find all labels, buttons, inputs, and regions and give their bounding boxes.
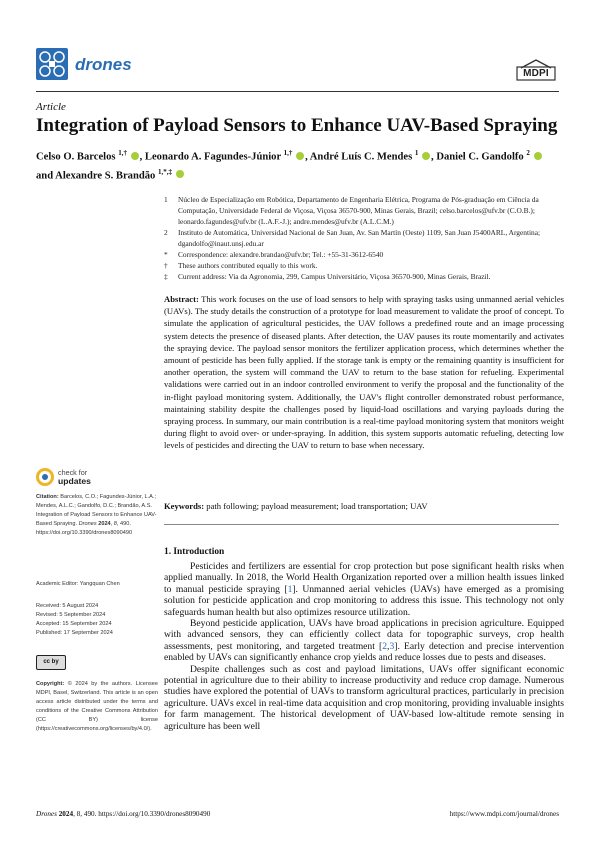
section-heading: 1. Introduction (164, 547, 225, 557)
abstract (164, 293, 564, 452)
orcid-icon[interactable] (534, 152, 542, 160)
date-received: Received: 5 August 2024 (36, 603, 99, 609)
citation-journal: Drones (78, 521, 97, 527)
author-marks: 1,*,‡ (158, 167, 172, 176)
footer-journal: Drones (36, 810, 57, 818)
paragraph (164, 561, 564, 618)
footer-doi[interactable]: 8, 490. https://doi.org/10.3390/drones8090490 (76, 810, 211, 818)
affiliation-mark: 1 (164, 195, 168, 204)
citation-pages: 490. (120, 521, 131, 527)
author-name: Alexandre S. Brandão (55, 170, 156, 182)
author-marks: 1,† (283, 149, 293, 157)
author-name: Leonardo A. Fagundes-Júnior (144, 151, 281, 163)
author-conjunction: and (36, 170, 54, 182)
orcid-icon[interactable] (296, 152, 304, 160)
citation-doi-link[interactable]: https://doi.org/10.3390/drones8090490 (36, 530, 133, 536)
author-name: André Luís C. Mendes (309, 151, 413, 163)
affiliation-item (164, 249, 564, 260)
date-revised: Revised: 5 September 2024 (36, 612, 106, 618)
abstract-label: Abstract: (164, 294, 199, 304)
author-name: Daniel C. Gandolfo (436, 151, 524, 163)
citation-year: 2024 (98, 521, 111, 527)
citation-volume: 8 (113, 521, 117, 527)
author-marks: 1,† (118, 149, 127, 157)
paragraph-text: ]. Early detection and precise intervention enabled by UAVs can significantly enhance crop yields and reduce losses due to pests and diseases. (164, 640, 564, 664)
date-list (36, 602, 158, 638)
drone-logo-icon (36, 48, 68, 80)
journal-logo (36, 48, 68, 80)
author-name: Celso O. Barcelos (36, 151, 116, 163)
paragraph-text: Pesticides and fertilizers are essential for crop protection but pose significant health risks when applied manually. In 2018, the World Health Organization reported over a million health issues linked to manual pesticide spraying [ (164, 561, 564, 595)
affiliation-mark: ‡ (164, 272, 168, 281)
cc-license-badge[interactable]: cc by (36, 655, 66, 670)
date-published: Published: 17 September 2024 (36, 630, 113, 636)
affiliation-mark: † (164, 261, 168, 270)
affiliation-item (164, 227, 564, 249)
affiliation-mark: * (164, 250, 168, 259)
reference-link[interactable]: 2 (382, 640, 388, 652)
paragraph-text: ]. Unmanned aerial vehicles (UAVs) have emerged as a promising solution for pesticide application and crop monitoring to address this issue. This technology not only safeguards human health but also optimizes resource utilization. (164, 583, 564, 618)
keywords-text: path following; payload measurement; load transportation; UAV (206, 501, 428, 511)
orcid-icon[interactable] (176, 170, 184, 178)
footer-year: 2024 (58, 810, 74, 818)
affiliation-text: Instituto de Automática, Universidad Nacional de San Juan, Av. San Martín (Oeste) 1109, San Juan J5400ARL, Argentina; dgandolfo@inaut.unsj.edu.ar (178, 228, 541, 248)
footer-citation: Drones 2024, 8, 490. https://doi.org/10.3390/drones8090490 (36, 810, 211, 818)
affiliation-text: Núcleo de Especialização em Robótica, Departamento de Engenharia Elétrica, Programa de Pós-graduação em Ciência da Computação, Universidade Federal de Viçosa, Viçosa 36570-900, Minas Gerais, Brazil; celso.barcelos@ufv.br (C.O.B.); leonardo.fagundes@ufv.br (L.A.F.-J.); andre.mendes@ufv.br (A.L.C.M.) (178, 195, 539, 226)
citation-block: Citation: Barcelos, C.O.; Fagundes-Júnior, L.A.; Mendes, A.L.C.; Gandolfo, D.C.; Brandão, A.S. Integration of Payload Sensors to Enhance UAV-Based Spraying. Drones 2024, 8, 490. https://doi.org/10.3390/drones8090490 (36, 494, 157, 536)
affiliations (164, 194, 564, 282)
author-list: Celso O. Barcelos $^{1,\dagger}$ , Leonardo A. Fagundes-Júnior $^{1,\dagger}$ , André Luís C. Mendes $^1$ , Daniel C. Gandolfo $^2$ and Alexandre S. Brandão $^{1,*,\ddagger}$ (36, 146, 566, 183)
header-rule (36, 91, 559, 92)
affiliation-item (164, 271, 564, 282)
affiliation-text: Correspondence: alexandre.brandao@ufv.br; Tel.: +55-31-3612-6540 (178, 250, 384, 259)
orcid-icon[interactable] (131, 152, 139, 160)
reference-link[interactable]: 1 (287, 583, 293, 595)
check-updates-line2: updates (58, 476, 91, 486)
affiliation-item (164, 260, 564, 271)
affiliation-mark: 2 (164, 228, 168, 237)
copyright-block (36, 680, 158, 734)
publisher-name: MDPI (523, 68, 549, 79)
keywords-label: Keywords: (164, 501, 205, 511)
paragraph-text: , (387, 640, 390, 652)
author-marks: 2 (526, 149, 530, 157)
copyright-text: © 2024 by the authors. Licensee MDPI, Basel, Switzerland. This article is an open access article distributed under the terms and conditions of the Creative Commons Attribution (CC BY) license (https://creativecommons.org/licenses/by/4.0/). (36, 681, 158, 732)
orcid-icon[interactable] (422, 152, 430, 160)
citation-label: Citation: (36, 494, 59, 500)
author-marks: 1 (414, 149, 419, 157)
paragraph (164, 618, 564, 664)
citation-text: Barcelos, C.O.; Fagundes-Júnior, L.A.; Mendes, A.L.C.; Gandolfo, D.C.; Brandão, A.S. Integration of Payload Sensors to Enhance UAV-Based Spraying. (36, 494, 157, 527)
copyright-label: Copyright: (36, 681, 65, 687)
abstract-text: This work focuses on the use of load sensors to help with spraying tasks using unmanned aerial vehicles (UAVs). The study details the construction of a prototype for load measurement to validate the proof of concept. To simulate the application of agricultural pesticides, the UAV follows a predefined route and an image processing system detects the presence of diseased plants. After detection, the UAV pauses its route momentarily and activates the spraying device. The payload sensor monitors the fertilizer application process, which determines whether the amount of pesticide has been fully applied. If the storage tank is empty or the remaining quantity is insufficient for another operation, the system will command the UAV to return to the base station for refueling. Experimental validations were carried out in an indoor controlled environment to verify the proposal and the functionality of the in-flight payload monitoring system. Additionally, the UAV's flight controller demonstrated robust performance, maintaining stability despite the challenges posed by liquid-load oscillations and varying payloads during the spraying process. In summary, our main contribution is a real-time payload monitoring system that monitors weight during flight to avoid over- or under-spraying. In addition, this system supports automatic refueling, detecting low levels of pesticides and directing the UAV to return to base when necessary. (164, 294, 564, 451)
keywords (164, 500, 564, 512)
footer-journal-url[interactable]: https://www.mdpi.com/journal/drones (449, 810, 559, 818)
check-updates-icon (36, 468, 54, 486)
affiliation-text: These authors contributed equally to this work. (178, 261, 318, 270)
page-title: Integration of Payload Sensors to Enhance UAV-Based Spraying (36, 115, 558, 136)
journal-name: drones (75, 55, 132, 74)
publisher-logo (515, 58, 557, 82)
affiliation-item (164, 194, 564, 227)
date-accepted: Accepted: 15 September 2024 (36, 621, 112, 627)
paragraph-text: Beyond pesticide application, UAVs have broad applications in precision agriculture. Equipped with advanced sensors, they can efficiently collect data for topographic surveys, crop health assessments, pest monitoring, and targeted treatment [ (164, 618, 564, 652)
check-for-updates-badge[interactable] (36, 466, 106, 492)
academic-editor: Academic Editor: Yangquan Chen (36, 581, 120, 587)
section-divider (164, 524, 559, 525)
reference-link[interactable]: 3 (389, 640, 395, 652)
article-type: Article (36, 101, 66, 113)
paragraph: Despite challenges such as cost and payload limitations, UAVs offer significant economic potential in agriculture due to their ability to increase productivity and reduce crop damage. Numerous studies have explored the potential of UAVs to transform agricultural practices, particularly in precision agriculture. UAVs excel in real-time data acquisition and crop monitoring, providing invaluable insights for farm management. The historical development of UAV-based low-altitude remote sensing in agriculture has been well (164, 663, 564, 732)
affiliation-text: Current address: Via da Agronomia, 299, Campus Universitário, Viçosa 36570-900, Minas Gerais, Brazil. (178, 272, 491, 281)
check-updates-line1: check for (58, 468, 88, 477)
section-body (164, 561, 564, 732)
